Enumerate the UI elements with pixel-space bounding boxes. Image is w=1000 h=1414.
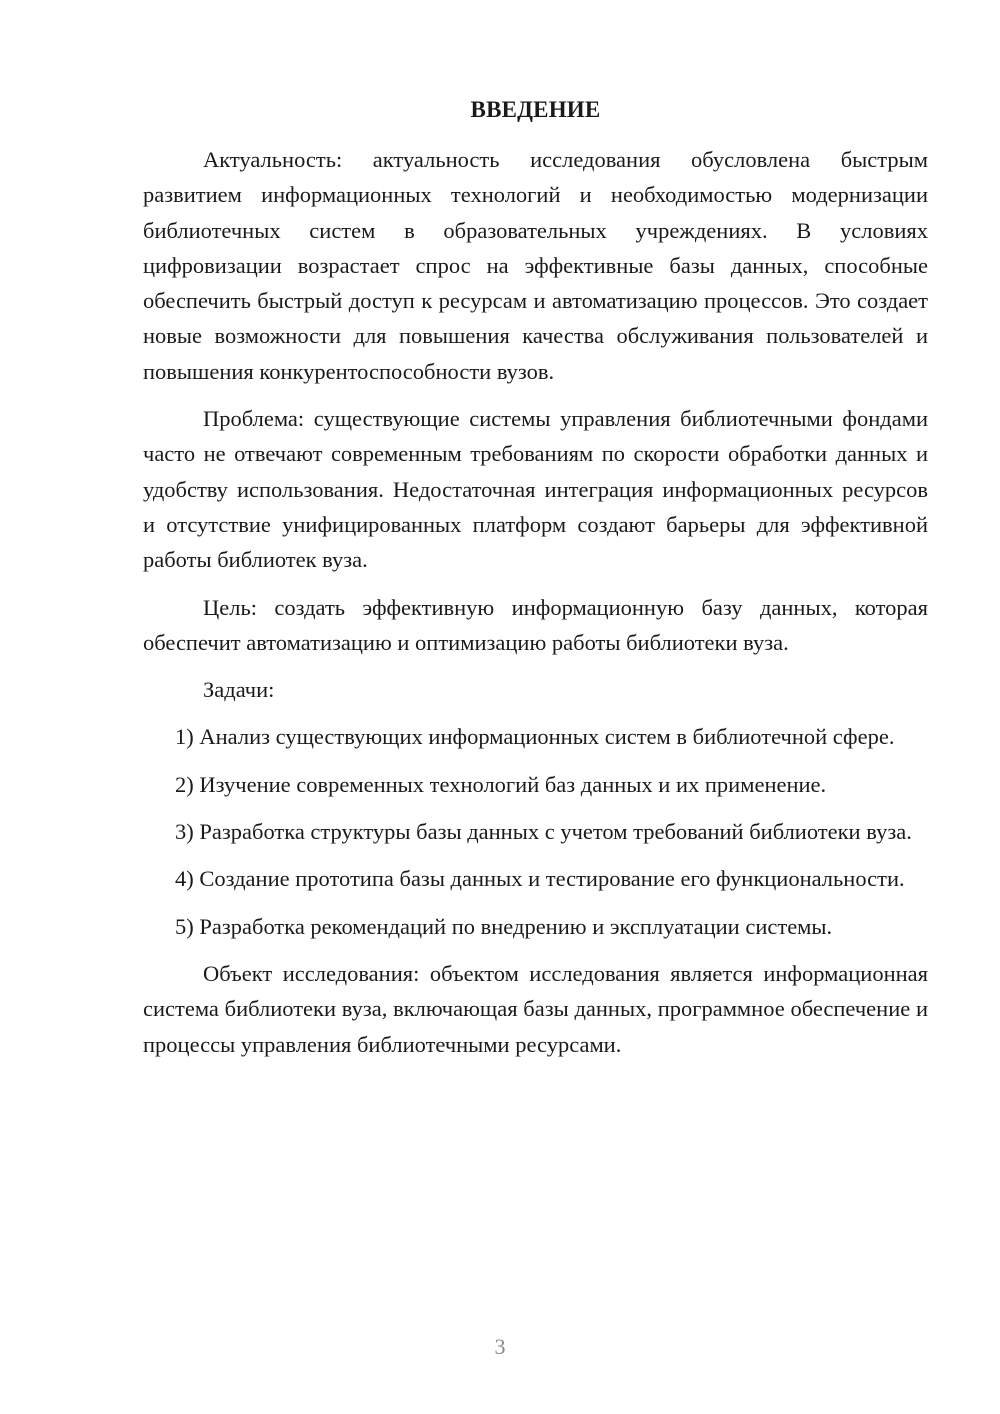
document-page	[143, 92, 928, 1062]
task-item-5: 5) Разработка рекомендаций по внедрению и эксплуатации системы.	[175, 913, 833, 939]
paragraph-relevance: Актуальность: актуальность исследования обусловлена быстрым развитием информационных технологий и необходимостью модернизации библиотечных систем в образовательных учреждениях. В условиях цифровизации возрастает спрос на эффективные базы данных, способные обеспечить быстрый доступ к ресурсам и автоматизацию процессов. Это создает новые возможности для повышения качества обслуживания пользователей и повышения конкурентоспособности вузов.	[143, 147, 928, 384]
task-item-1: 1) Анализ существующих информационных систем в библиотечной сфере.	[175, 724, 895, 750]
task-item-3: 3) Разработка структуры базы данных с учетом требований библиотеки вуза.	[175, 819, 912, 845]
task-item-2: 2) Изучение современных технологий баз данных и их применение.	[175, 771, 827, 797]
page-number: 3	[494, 1334, 506, 1359]
paragraph-goal: Цель: создать эффективную информационную базу данных, которая обеспечит автоматизацию и оптимизацию работы библиотеки вуза.	[143, 594, 928, 655]
paragraph-object: Объект исследования: объектом исследования является информационная система библиотеки вуза, включающая базы данных, программное обеспечение и процессы управления библиотечными ресурсами.	[143, 960, 928, 1057]
task-item-4: 4) Создание прототипа базы данных и тестирование его функциональности.	[175, 866, 905, 892]
tasks-heading: Задачи:	[203, 677, 275, 703]
paragraph-problem: Проблема: существующие системы управления библиотечными фондами часто не отвечают современным требованиям по скорости обработки данных и удобству использования. Недостаточная интеграция информационных ресурсов и отсутствие унифицированных платформ создают барьеры для эффективной работы библиотек вуза.	[143, 406, 928, 573]
page-title: ВВЕДЕНИЕ	[470, 97, 601, 122]
